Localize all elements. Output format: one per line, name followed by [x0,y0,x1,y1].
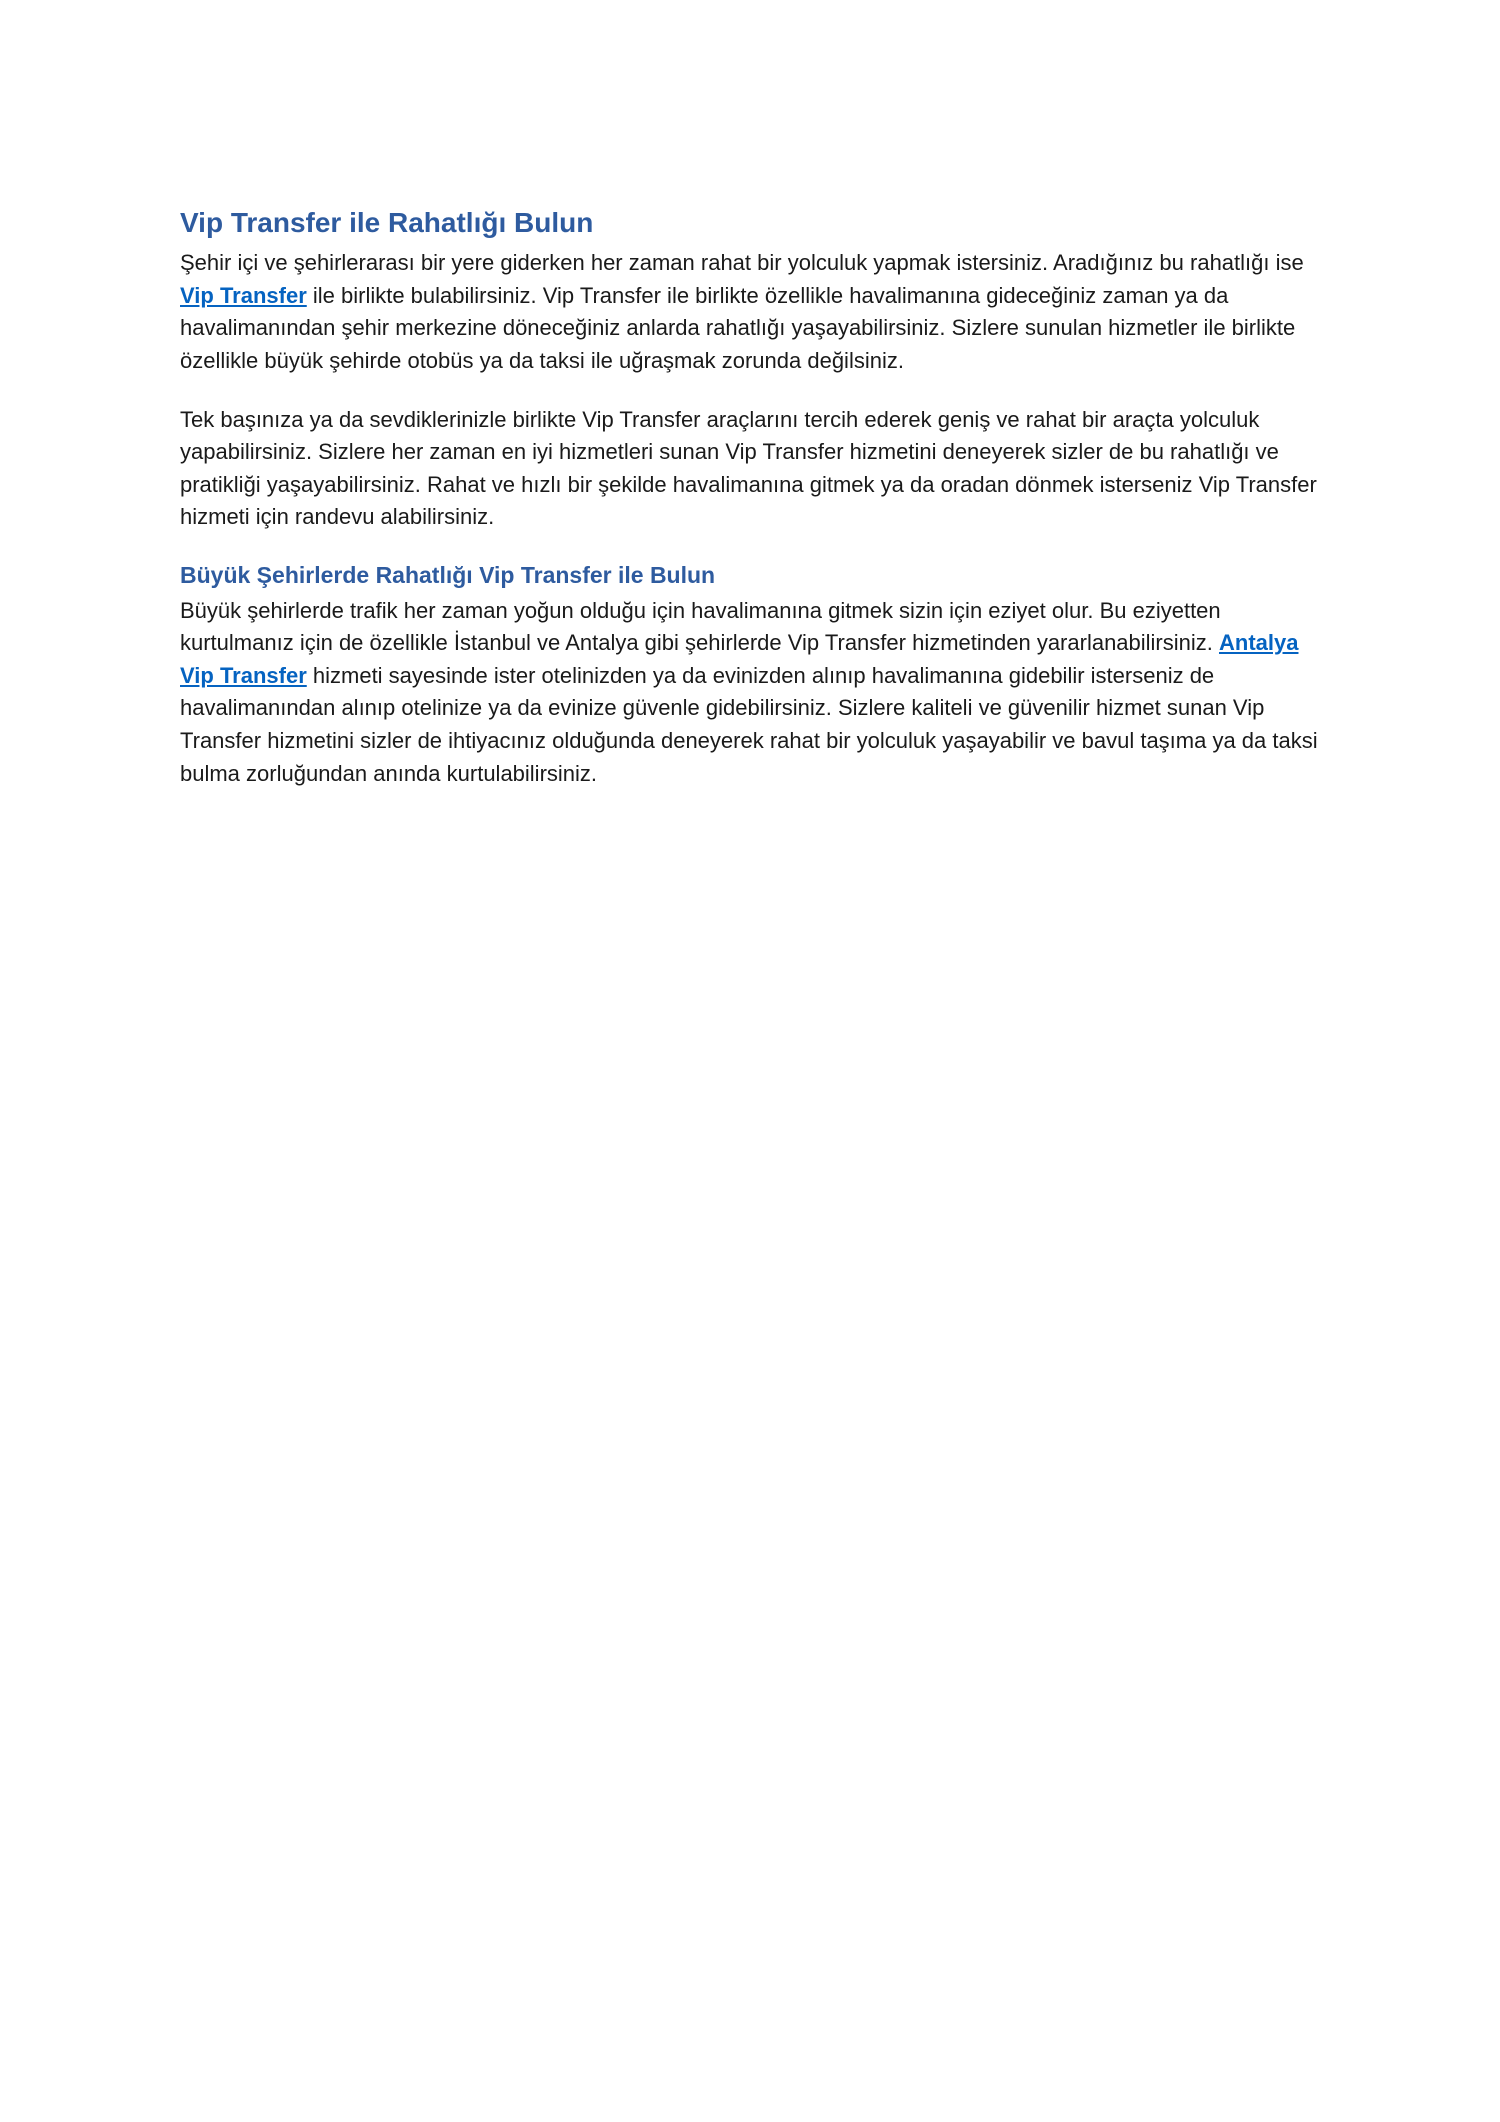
paragraph-third-text-after-link: hizmeti sayesinde ister otelinizden ya da evinizden alınıp havalimanına gidebilir isterseniz de havalimanından alınıp otelinize ya da evinize güvenle gidebilirsiniz. Sizlere kaliteli ve güvenilir hizmet sunan Vip Transfer hizmetini sizler de ihtiyacınız olduğunda deneyerek rahat bir yolculuk yaşayabilir ve bavul taşıma ya da taksi bulma zorluğundan anında kurtulabilirsiniz. [180,662,1318,786]
paragraph-intro [180,247,1320,377]
antalya-vip-transfer-link[interactable]: Antalya Vip Transfer [180,630,1299,688]
document-sub-heading: Büyük Şehirlerde Rahatlığı Vip Transfer ile Bulun [180,561,716,588]
paragraph-intro-text-before-link: Şehir içi ve şehirlerarası bir yere giderken her zaman rahat bir yolculuk yapmak istersiniz. Aradığınız bu rahatlığı ise [180,250,1304,276]
paragraph-third-text-before-link: Büyük şehirlerde trafik her zaman yoğun olduğu için havalimanına gitmek sizin için eziyet olur. Bu eziyetten kurtulmanız için de özellikle İstanbul ve Antalya gibi şehirlerde Vip Transfer hizmetinden yararlanabilirsiniz. [180,597,1221,656]
vip-transfer-link[interactable]: Vip Transfer [180,282,307,308]
paragraph-intro-text-after-link: ile birlikte bulabilirsiniz. Vip Transfer ile birlikte özellikle havalimanına gideceğiniz zaman ya da havalimanından şehir merkezine döneceğiniz anlarda rahatlığı yaşayabilirsiniz. Sizlere sunulan hizmetler ile birlikte özellikle büyük şehirde otobüs ya da taksi ile uğraşmak zorunda değilsiniz. [180,282,1296,374]
paragraph-third [180,595,1320,790]
document-main-heading: Vip Transfer ile Rahatlığı Bulun [180,207,594,238]
paragraph-second: Tek başınıza ya da sevdiklerinizle birlikte Vip Transfer araçlarını tercih ederek geniş ve rahat bir araçta yolculuk yapabilirsiniz. Sizlere her zaman en iyi hizmetleri sunan Vip Transfer hizmetini deneyerek sizler de bu rahatlığı ve pratikliği yaşayabilirsiniz. Rahat ve hızlı bir şekilde havalimanına gitmek ya da oradan dönmek isterseniz Vip Transfer hizmeti için randevu alabilirsiniz. [180,406,1317,530]
